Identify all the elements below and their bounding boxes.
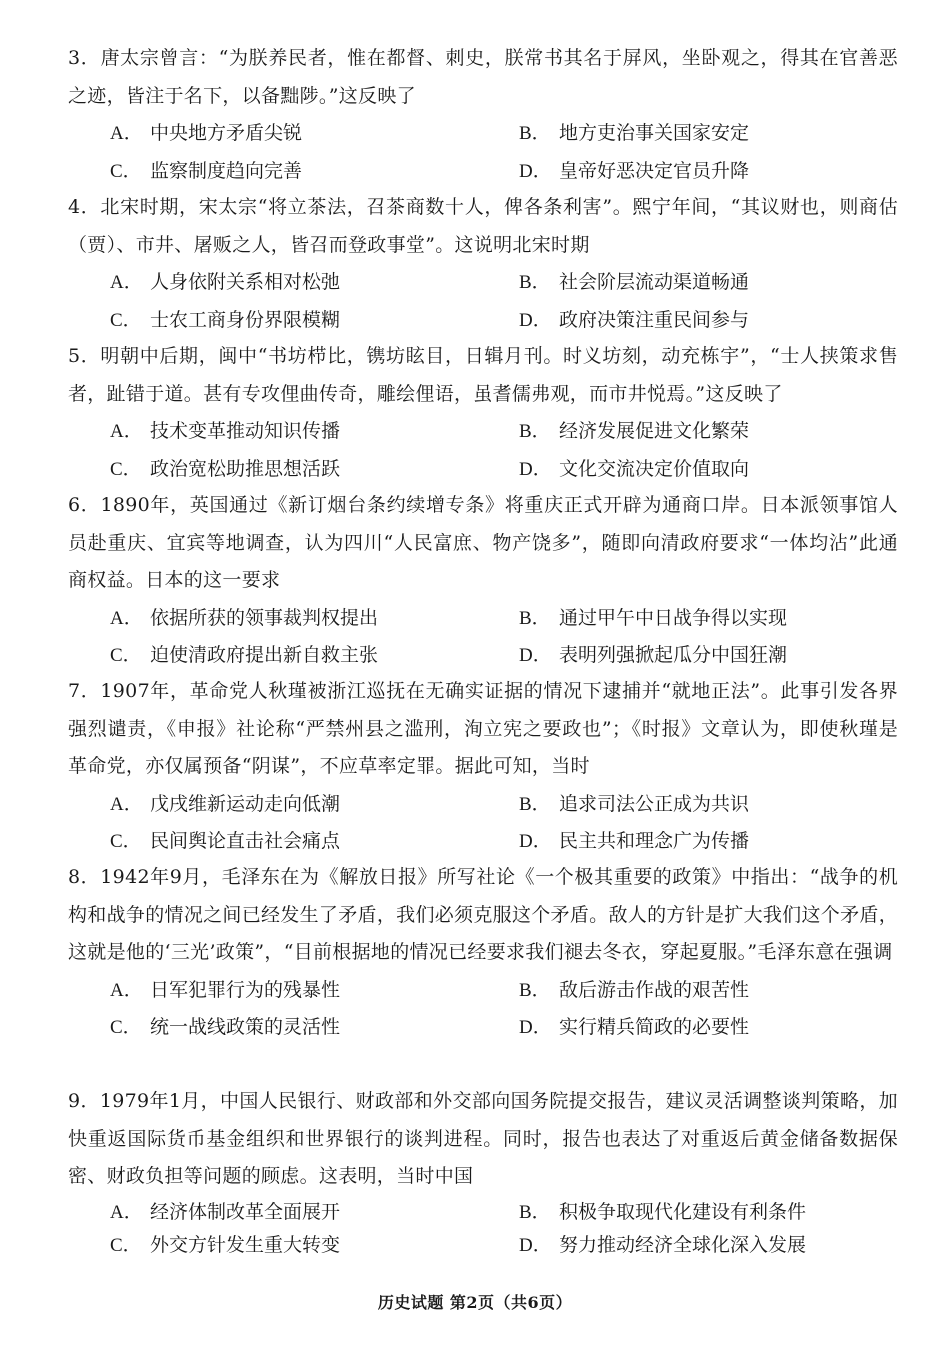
option-row xyxy=(68,451,898,489)
question-stem: 7．1907年，革命党人秋瑾被浙江巡抚在无确实证据的情况下逮捕并“就地正法”。此事引发各界强烈谴责，《申报》社论称“严禁州县之滥刑，洵立宪之要政也”；《时报》文章认为，即使秋瑾是革命党，亦仅属预备“阴谋”，不应草率定罪。据此可知，当时 xyxy=(68,680,898,777)
question-7 xyxy=(68,673,898,861)
option-row xyxy=(68,786,898,824)
option-row xyxy=(68,972,898,1010)
option-row xyxy=(68,115,898,153)
option-d: D． 表明列强掀起瓜分中国狂潮 xyxy=(519,644,788,666)
option-a: A． 人身依附关系相对松弛 xyxy=(110,271,341,293)
question-stem: 4．北宋时期，宋太宗“将立茶法，召茶商数十人，俾各条利害”。熙宁年间，“其议财也，则商估（贾）、市井、屠贩之人，皆召而登政事堂”。这说明北宋时期 xyxy=(68,196,898,256)
option-d: D． 民主共和理念广为传播 xyxy=(519,830,750,852)
question-stem: 3．唐太宗曾言：“为朕养民者，惟在都督、刺史，朕常书其名于屏风，坐卧观之，得其在官善恶之迹，皆注于名下，以备黜陟。”这反映了 xyxy=(68,47,898,107)
option-c: C． 统一战线政策的灵活性 xyxy=(110,1016,341,1038)
option-b: B． 通过甲午中日战争得以实现 xyxy=(519,606,788,629)
option-row xyxy=(68,823,898,861)
option-c: C． 士农工商身份界限模糊 xyxy=(110,308,341,331)
question-stem: 6．1890年，英国通过《新订烟台条约续增专条》将重庆正式开辟为通商口岸。日本派领事馆人员赴重庆、宜宾等地调查，认为四川“人民富庶、物产饶多”，随即向清政府要求“一体均沾”此通商权益。日本的这一要求 xyxy=(68,494,898,591)
option-a: A． 依据所获的领事裁判权提出 xyxy=(110,606,379,629)
option-d: D． 实行精兵简政的必要性 xyxy=(519,1016,750,1038)
option-d: D． 努力推动经济全球化深入发展 xyxy=(519,1233,807,1256)
option-d: D． 政府决策注重民间参与 xyxy=(519,308,750,331)
option-d: D． 皇帝好恶决定官员升降 xyxy=(519,159,750,182)
option-row xyxy=(68,600,898,638)
option-d: D． 文化交流决定价值取向 xyxy=(519,457,750,480)
option-c: C． 监察制度趋向完善 xyxy=(110,159,303,182)
option-b: B． 积极争取现代化建设有利条件 xyxy=(519,1200,807,1223)
option-b: B． 经济发展促进文化繁荣 xyxy=(519,420,750,442)
question-stem: 9．1979年1月，中国人民银行、财政部和外交部向国务院提交报告，建议灵活调整谈判策略，加快重返国际货币基金组织和世界银行的谈判进程。同时，报告也表达了对重返后黄金储备数据保密、财政负担等问题的顾虑。这表明，当时中国 xyxy=(68,1090,898,1187)
question-9 xyxy=(68,1083,898,1262)
option-a: A． 日军犯罪行为的残暴性 xyxy=(110,978,341,1001)
question-8 xyxy=(68,859,898,1047)
option-a: A． 戊戌维新运动走向低潮 xyxy=(110,792,341,815)
option-b: B． 敌后游击作战的艰苦性 xyxy=(519,978,750,1001)
option-row xyxy=(68,153,898,191)
option-c: C． 政治宽松助推思想活跃 xyxy=(110,457,341,480)
question-stem: 5．明朝中后期，闽中“书坊栉比，镌坊眩目，日辑月刊。时义坊刻，动充栋宇”，“士人挟策求售者，趾错于道。甚有专攻俚曲传奇，雕绘俚语，虽耆儒弗观，而市井悦焉。”这反映了 xyxy=(68,345,898,405)
option-row xyxy=(68,302,898,340)
question-4 xyxy=(68,189,898,339)
option-row xyxy=(68,264,898,302)
option-row xyxy=(68,1229,898,1262)
option-c: C． 外交方针发生重大转变 xyxy=(110,1233,341,1256)
question-6 xyxy=(68,487,898,675)
option-a: A． 技术变革推动知识传播 xyxy=(110,420,341,442)
option-a: A． 经济体制改革全面展开 xyxy=(110,1200,341,1223)
option-row xyxy=(68,1009,898,1047)
option-b: B． 地方吏治事关国家安定 xyxy=(519,122,750,144)
option-b: B． 社会阶层流动渠道畅通 xyxy=(519,271,750,293)
option-a: A． 中央地方矛盾尖锐 xyxy=(110,122,303,144)
option-b: B． 追求司法公正成为共识 xyxy=(519,792,750,815)
option-row xyxy=(68,413,898,451)
option-row xyxy=(68,1196,898,1229)
question-stem: 8．1942年9月，毛泽东在为《解放日报》所写社论《一个极其重要的政策》中指出：“战争的机构和战争的情况之间已经发生了矛盾，我们必须克服这个矛盾。敌人的方针是扩大我们这个矛盾，这就是他的‘三光’政策”，“目前根据地的情况已经要求我们褪去冬衣，穿起夏服。”毛泽东意在强调 xyxy=(68,866,898,963)
question-5 xyxy=(68,338,898,488)
question-3 xyxy=(68,40,898,190)
option-row xyxy=(68,637,898,675)
page-footer: 历史试题 第2页（共6页） xyxy=(377,1293,573,1312)
option-c: C． 民间舆论直击社会痛点 xyxy=(110,830,341,852)
option-c: C． 迫使清政府提出新自救主张 xyxy=(110,644,379,666)
